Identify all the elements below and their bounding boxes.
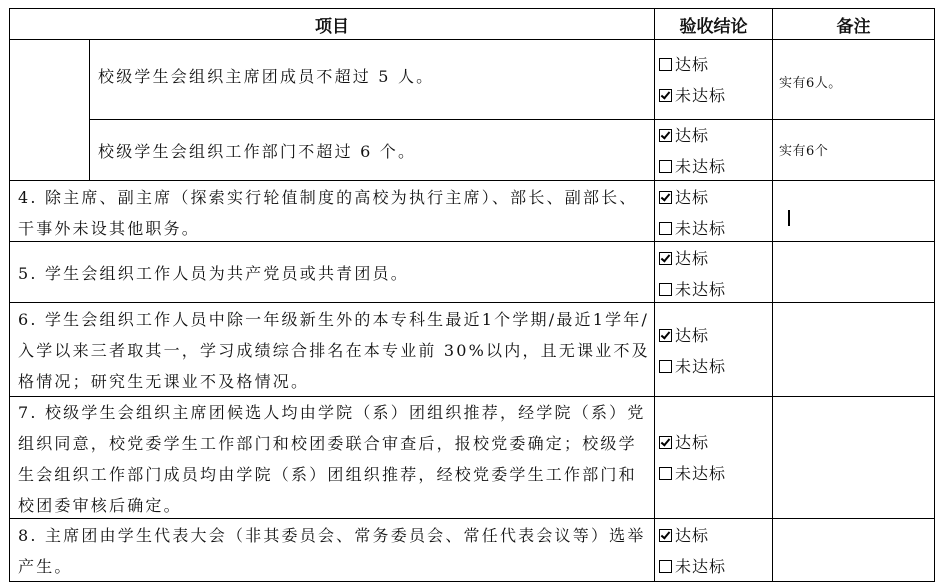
rule bbox=[934, 8, 935, 582]
remark-text: 实有6人。 bbox=[779, 76, 842, 91]
conclusion-options bbox=[655, 182, 772, 244]
item-text: 4. 除主席、副主席（探索实行轮值制度的高校为执行主席）、部长、副部长、干事外未设其他职务。 bbox=[18, 188, 638, 238]
option-pass-label: 达标 bbox=[675, 55, 710, 74]
rule bbox=[772, 8, 773, 582]
option-pass-label: 达标 bbox=[675, 526, 710, 545]
option-fail-label: 未达标 bbox=[675, 557, 727, 576]
conclusion-options bbox=[655, 320, 772, 382]
checkbox-fail[interactable] bbox=[659, 160, 672, 173]
remark-text: 实有6个 bbox=[779, 144, 829, 159]
item-text: 校级学生会组织主席团成员不超过 5 人。 bbox=[98, 67, 435, 86]
checkbox-pass[interactable] bbox=[659, 191, 672, 204]
text-cursor bbox=[788, 210, 790, 226]
option-pass-label: 达标 bbox=[675, 249, 710, 268]
checkbox-pass[interactable] bbox=[659, 58, 672, 71]
header-conclusion: 验收结论 bbox=[679, 16, 748, 37]
checkbox-pass[interactable] bbox=[659, 252, 672, 265]
item-text: 8. 主席团由学生代表大会（非其委员会、常务委员会、常任代表会议等）选举产生。 bbox=[18, 526, 646, 576]
rule bbox=[9, 39, 935, 40]
option-pass-label: 达标 bbox=[675, 326, 710, 345]
option-fail-label: 未达标 bbox=[675, 357, 727, 376]
conclusion-options bbox=[655, 243, 772, 305]
checkbox-pass[interactable] bbox=[659, 529, 672, 542]
checkbox-fail[interactable] bbox=[659, 360, 672, 373]
checkbox-fail[interactable] bbox=[659, 222, 672, 235]
option-fail-label: 未达标 bbox=[675, 219, 727, 238]
conclusion-options bbox=[655, 520, 772, 582]
option-fail-label: 未达标 bbox=[675, 86, 727, 105]
checkbox-fail[interactable] bbox=[659, 89, 672, 102]
conclusion-options bbox=[655, 49, 772, 111]
checkbox-fail[interactable] bbox=[659, 467, 672, 480]
rule bbox=[9, 302, 935, 303]
option-pass-label: 达标 bbox=[675, 126, 710, 145]
item-text: 7. 校级学生会组织主席团候选人均由学院（系）团组织推荐，经学院（系）党组织同意，校党委学生工作部门和校团委联合审查后，报校党委确定；校级学生会组织工作部门成员均由学院（系）团组织推荐，经校党委学生工作部门和校团委审核后确定。 bbox=[18, 403, 646, 515]
header-remark: 备注 bbox=[836, 16, 871, 37]
checkbox-fail[interactable] bbox=[659, 283, 672, 296]
option-pass-label: 达标 bbox=[675, 433, 710, 452]
option-fail-label: 未达标 bbox=[675, 280, 727, 299]
checkbox-fail[interactable] bbox=[659, 560, 672, 573]
item-text: 校级学生会组织工作部门不超过 6 个。 bbox=[98, 142, 417, 161]
option-pass-label: 达标 bbox=[675, 188, 710, 207]
conclusion-options bbox=[655, 427, 772, 489]
remark-text[interactable] bbox=[773, 181, 934, 241]
item-text: 6. 学生会组织工作人员中除一年级新生外的本专科生最近1个学期/最近1学年/入学以来三者取其一，学习成绩综合排名在本专业前 30%以内，且无课业不及格情况；研究生无课业不及格情况。 bbox=[18, 310, 650, 391]
checkbox-pass[interactable] bbox=[659, 436, 672, 449]
conclusion-options bbox=[655, 120, 772, 182]
header-item: 项目 bbox=[315, 16, 349, 37]
option-fail-label: 未达标 bbox=[675, 157, 727, 176]
item-text: 5. 学生会组织工作人员为共产党员或共青团员。 bbox=[18, 264, 409, 283]
option-fail-label: 未达标 bbox=[675, 464, 727, 483]
acceptance-table bbox=[9, 8, 935, 582]
rule bbox=[89, 119, 935, 120]
checkbox-pass[interactable] bbox=[659, 129, 672, 142]
checkbox-pass[interactable] bbox=[659, 329, 672, 342]
